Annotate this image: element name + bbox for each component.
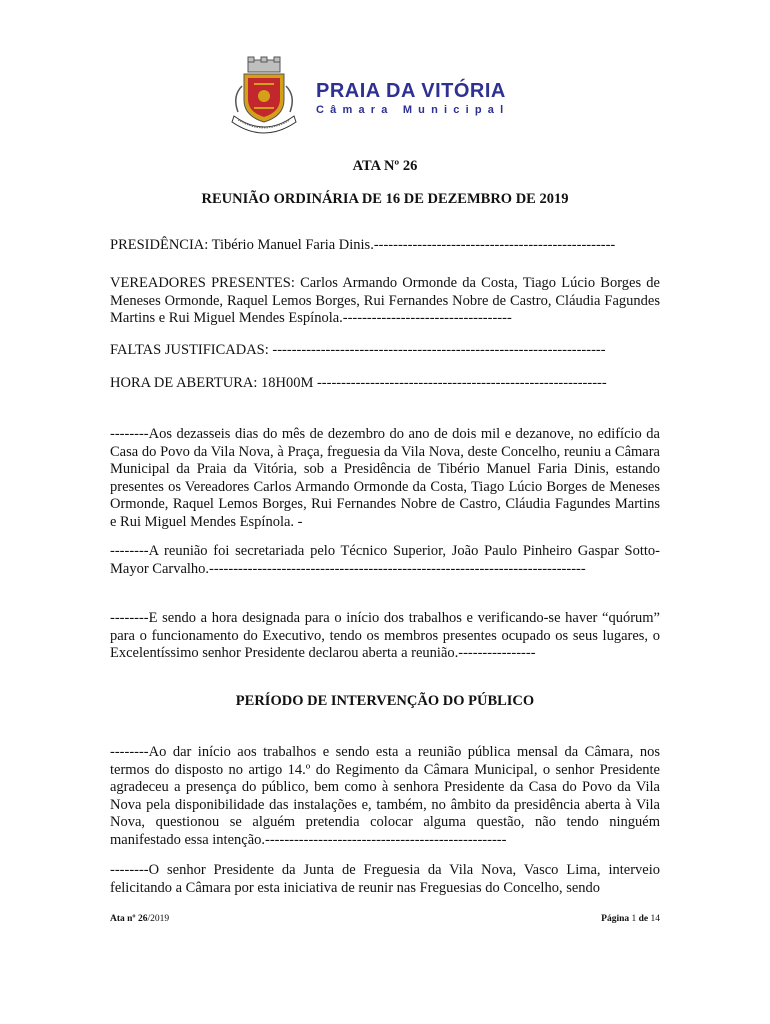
brand-block [316,80,509,117]
body-paragraph: --------E sendo a hora designada para o início dos trabalhos e verificando-se haver “quórum” para o funcionamento do Executivo, tendo os membros presentes ocupado os seus lugares, o Excelentíssimo senhor Presidente declarou aberta a reunião.---------------- [110,610,660,662]
document-subtitle: REUNIÃO ORDINÁRIA DE 16 DE DEZEMBRO DE 2019 [201,191,569,207]
section-paragraph: --------Ao dar início aos trabalhos e sendo esta a reunião pública mensal da Câmara, nos termos do disposto no artigo 14.º do Regimento da Câmara Municipal, o senhor Presidente agradeceu a presença do público, bem como à senhora Presidente da Casa do Povo da Vila Nova pela disponibilidade das instalações e, também, no âmbito da presidência aberta à Vila Nova, questionou se alguém pretendia colocar alguma questão, não tendo ninguém manifestado essa intenção.-------------------------------------------------- [110,744,660,848]
section-title: PERÍODO DE INTERVENÇÃO DO PÚBLICO [235,693,535,709]
body-paragraph: --------A reunião foi secretariada pelo Técnico Superior, João Paulo Pinheiro Gaspar Sotto-Mayor Carvalho.------------------------------------------------------------------------------ [110,543,660,577]
brand-name: PRAIA DA VITÓRIA [316,80,506,102]
footer-page-current: 1 [631,914,637,924]
footer-page-of: de [638,914,649,924]
footer-page-label: Página [601,914,630,924]
footer-year: /2019 [147,914,170,924]
coat-of-arms-icon [224,56,304,136]
presidencia-line: PRESIDÊNCIA: Tibério Manuel Faria Dinis.-------------------------------------------------- [110,237,616,253]
section-paragraph: --------O senhor Presidente da Junta de Freguesia da Vila Nova, Vasco Lima, interveio felicitando a Câmara por esta iniciativa de reunir nas Freguesias do Concelho, sendo [110,862,660,896]
footer-document-ref [110,914,169,924]
footer-page-total: 14 [650,914,660,924]
vereadores-paragraph: VEREADORES PRESENTES: Carlos Armando Ormonde da Costa, Tiago Lúcio Borges de Meneses Ormonde, Raquel Lemos Borges, Rui Fernandes Nobre de Castro, Cláudia Fagundes Martins e Rui Miguel Mendes Espínola.----------------------------------- [110,275,660,327]
footer-ata-number: Ata nº 26 [110,914,148,924]
faltas-line: FALTAS JUSTIFICADAS: --------------------------------------------------------------------- [110,342,606,358]
brand-subtitle: Câmara Municipal [316,104,510,116]
hora-line: HORA DE ABERTURA: 18H00M ------------------------------------------------------------ [110,375,607,391]
footer-page-number [601,914,660,924]
document-title: ATA Nº 26 [352,158,418,174]
body-paragraph: --------Aos dezasseis dias do mês de dezembro do ano de dois mil e dezanove, no edifício da Casa do Povo da Vila Nova, à Praça, freguesia da Vila Nova, deste Concelho, reuniu a Câmara Municipal da Praia da Vitória, sob a Presidência de Tibério Manuel Faria Dinis, estando presentes os Vereadores Carlos Armando Ormonde da Costa, Tiago Lúcio Borges de Meneses Ormonde, Raquel Lemos Borges, Rui Fernandes Nobre de Castro, Cláudia Fagundes Martins e Rui Miguel Mendes Espínola. - [110,426,660,530]
